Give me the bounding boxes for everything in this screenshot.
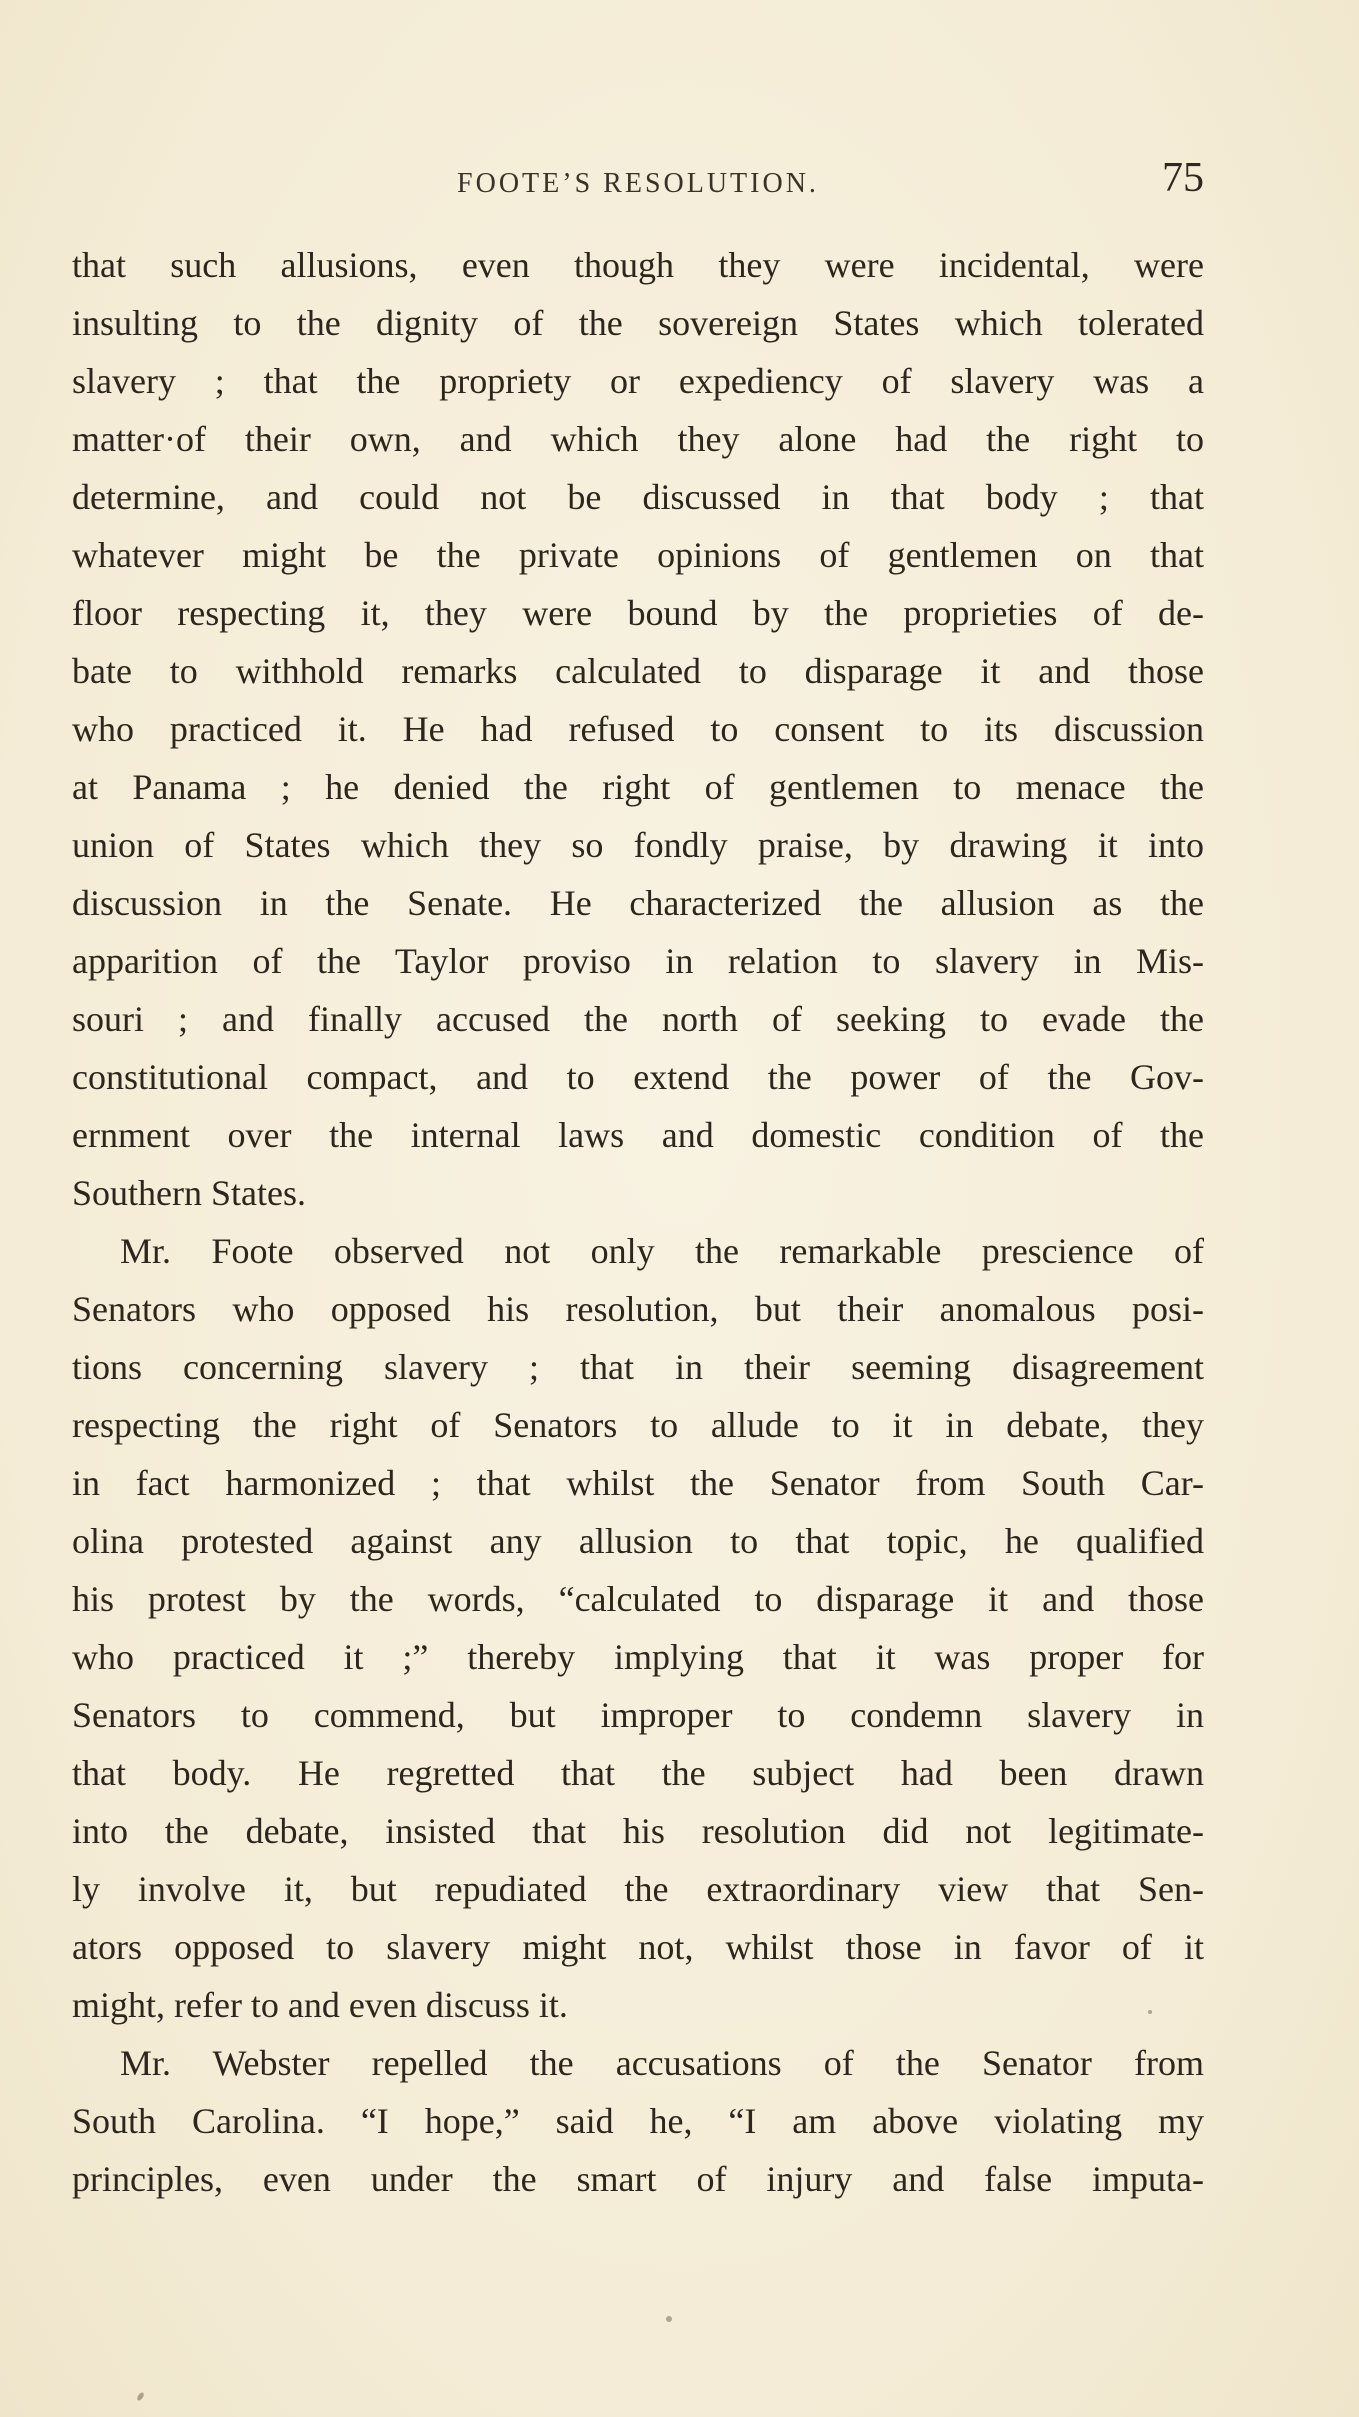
text-line: determine, and could not be discussed in that body ; that — [72, 477, 1204, 517]
text-line: whatever might be the private opinions of gentlemen on that — [72, 535, 1204, 575]
ink-speck — [136, 2391, 145, 2401]
text-line: insulting to the dignity of the sovereign States which tolerated — [72, 303, 1204, 343]
body-text — [72, 236, 1204, 2208]
ink-speck — [1148, 2010, 1152, 2014]
text-line: South Carolina. “I hope,” said he, “I am above violating my — [72, 2101, 1204, 2141]
text-line: into the debate, insisted that his resolution did not legitimate- — [72, 1811, 1204, 1851]
paragraph-start-line: Mr. Foote observed not only the remarkable prescience of — [120, 1231, 1204, 1271]
text-line: that body. He regretted that the subject had been drawn — [72, 1753, 1204, 1793]
text-line: floor respecting it, they were bound by the proprieties of de- — [72, 593, 1204, 633]
text-line: union of States which they so fondly praise, by drawing it into — [72, 825, 1204, 865]
text-line: slavery ; that the propriety or expediency of slavery was a — [72, 361, 1204, 401]
running-title: FOOTE’S RESOLUTION. — [457, 168, 819, 199]
text-line: Senators to commend, but improper to condemn slavery in — [72, 1695, 1204, 1735]
text-line: Senators who opposed his resolution, but their anomalous posi- — [72, 1289, 1204, 1329]
text-line: ernment over the internal laws and domestic condition of the — [72, 1115, 1204, 1155]
text-line: who practiced it. He had refused to consent to its discussion — [72, 709, 1204, 749]
text-line: in fact harmonized ; that whilst the Senator from South Car- — [72, 1463, 1204, 1503]
paragraph-end-line: Southern States. — [72, 1173, 306, 1213]
text-line: at Panama ; he denied the right of gentlemen to menace the — [72, 767, 1204, 807]
ink-speck — [666, 2316, 672, 2322]
text-line: who practiced it ;” thereby implying that it was proper for — [72, 1637, 1204, 1677]
page-number: 75 — [1162, 155, 1204, 201]
text-line: constitutional compact, and to extend the power of the Gov- — [72, 1057, 1204, 1097]
text-line: apparition of the Taylor proviso in relation to slavery in Mis- — [72, 941, 1204, 981]
text-line: bate to withhold remarks calculated to disparage it and those — [72, 651, 1204, 691]
text-line: ly involve it, but repudiated the extraordinary view that Sen- — [72, 1869, 1204, 1909]
text-line: discussion in the Senate. He characterized the allusion as the — [72, 883, 1204, 923]
text-line: souri ; and finally accused the north of seeking to evade the — [72, 999, 1204, 1039]
text-line: respecting the right of Senators to allude to it in debate, they — [72, 1405, 1204, 1445]
paragraph-end-line: might, refer to and even discuss it. — [72, 1985, 568, 2025]
text-line: his protest by the words, “calculated to disparage it and those — [72, 1579, 1204, 1619]
paragraph-start-line: Mr. Webster repelled the accusations of the Senator from — [120, 2043, 1204, 2083]
text-line: that such allusions, even though they were incidental, were — [72, 245, 1204, 285]
text-line: tions concerning slavery ; that in their seeming disagreement — [72, 1347, 1204, 1387]
text-line: olina protested against any allusion to that topic, he qualified — [72, 1521, 1204, 1561]
text-line: principles, even under the smart of injury and false imputa- — [72, 2159, 1204, 2199]
text-line: matter·of their own, and which they alone had the right to — [72, 419, 1204, 459]
running-head — [72, 150, 1204, 210]
text-line: ators opposed to slavery might not, whilst those in favor of it — [72, 1927, 1204, 1967]
